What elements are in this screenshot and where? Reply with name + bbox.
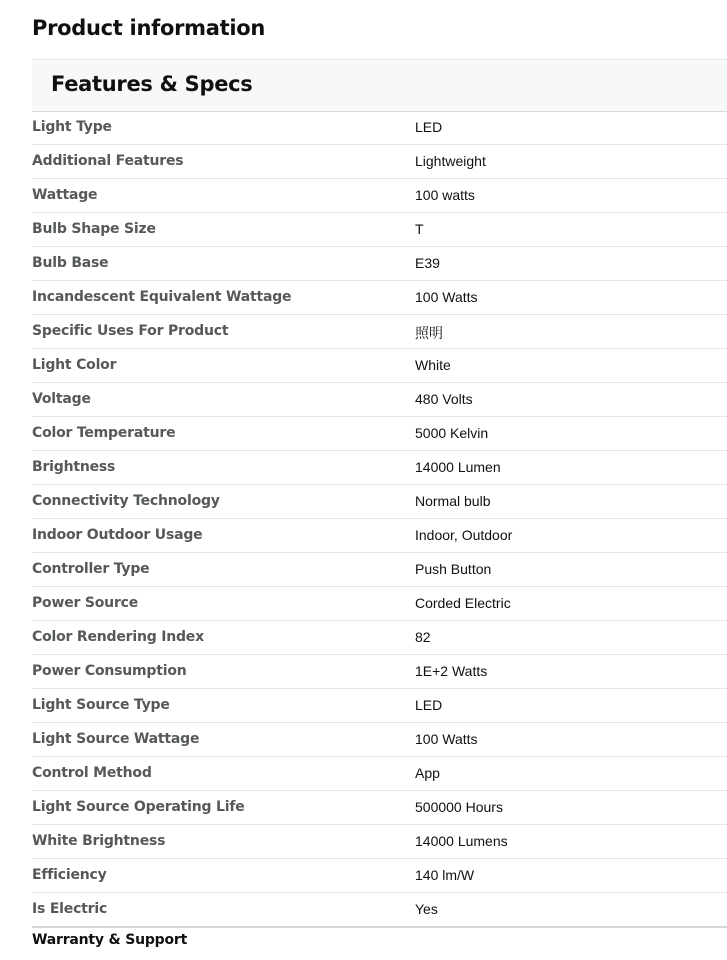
table-row (32, 757, 727, 791)
table-row (32, 247, 727, 281)
spec-value: White (415, 357, 451, 373)
features-specs-section-header[interactable] (32, 59, 727, 112)
spec-value: Yes (415, 901, 438, 917)
specs-table (32, 111, 727, 928)
spec-value: App (415, 765, 440, 781)
table-row (32, 723, 727, 757)
spec-value: LED (415, 119, 443, 135)
spec-value: 480 Volts (415, 391, 473, 407)
table-row (32, 145, 727, 179)
spec-value: 1E+2 Watts (415, 663, 488, 679)
spec-label: Is Electric (32, 901, 108, 917)
spec-label: Light Type (32, 119, 112, 135)
spec-label: Indoor Outdoor Usage (32, 527, 203, 543)
table-row (32, 655, 727, 689)
table-row (32, 587, 727, 621)
table-row (32, 485, 727, 519)
table-row (32, 859, 727, 893)
warranty-support-section-header[interactable]: Warranty & Support (32, 932, 188, 948)
table-row (32, 383, 727, 417)
table-row (32, 179, 727, 213)
spec-label: Light Source Operating Life (32, 799, 245, 815)
table-row (32, 451, 727, 485)
spec-value: 5000 Kelvin (415, 425, 489, 441)
spec-value: 14000 Lumen (415, 459, 501, 475)
spec-label: Power Source (32, 595, 139, 611)
spec-label: Efficiency (32, 867, 107, 883)
spec-value: Push Button (415, 561, 492, 577)
spec-label: White Brightness (32, 833, 166, 849)
spec-label: Controller Type (32, 561, 150, 577)
spec-value: 100 Watts (415, 289, 478, 305)
table-row (32, 689, 727, 723)
table-row (32, 213, 727, 247)
spec-value: 82 (415, 629, 431, 645)
spec-label: Power Consumption (32, 663, 187, 679)
table-row (32, 791, 727, 825)
spec-label: Light Color (32, 357, 117, 373)
spec-value: Indoor, Outdoor (415, 527, 513, 543)
table-row (32, 553, 727, 587)
spec-label: Control Method (32, 765, 152, 781)
spec-label: Specific Uses For Product (32, 323, 229, 339)
spec-value: 14000 Lumens (415, 833, 508, 849)
table-row (32, 315, 727, 349)
spec-label: Light Source Type (32, 697, 170, 713)
spec-label: Brightness (32, 459, 116, 475)
spec-label: Bulb Base (32, 255, 109, 271)
spec-value: Lightweight (415, 153, 486, 169)
spec-label: Additional Features (32, 153, 184, 169)
section-title: Features & Specs (51, 72, 253, 96)
spec-value: 100 watts (415, 187, 475, 203)
spec-value: LED (415, 697, 443, 713)
table-row (32, 111, 727, 145)
spec-label: Bulb Shape Size (32, 221, 156, 237)
table-row (32, 281, 727, 315)
spec-value: Corded Electric (415, 595, 511, 611)
page-title: Product information (32, 16, 265, 40)
table-row (32, 417, 727, 451)
spec-label: Voltage (32, 391, 91, 407)
spec-value: T (415, 221, 424, 237)
spec-value: Normal bulb (415, 493, 491, 509)
table-row (32, 825, 727, 859)
spec-label: Color Rendering Index (32, 629, 204, 645)
spec-value: 100 Watts (415, 731, 478, 747)
table-row (32, 519, 727, 553)
spec-value: 照明 (415, 325, 443, 341)
spec-value: 500000 Hours (415, 799, 503, 815)
spec-label: Connectivity Technology (32, 493, 220, 509)
table-row (32, 349, 727, 383)
table-row (32, 893, 727, 928)
spec-label: Light Source Wattage (32, 731, 200, 747)
spec-value: E39 (415, 255, 440, 271)
table-row (32, 621, 727, 655)
spec-value: 140 lm/W (415, 867, 475, 883)
spec-label: Incandescent Equivalent Wattage (32, 289, 292, 305)
spec-label: Wattage (32, 187, 98, 203)
spec-label: Color Temperature (32, 425, 176, 441)
